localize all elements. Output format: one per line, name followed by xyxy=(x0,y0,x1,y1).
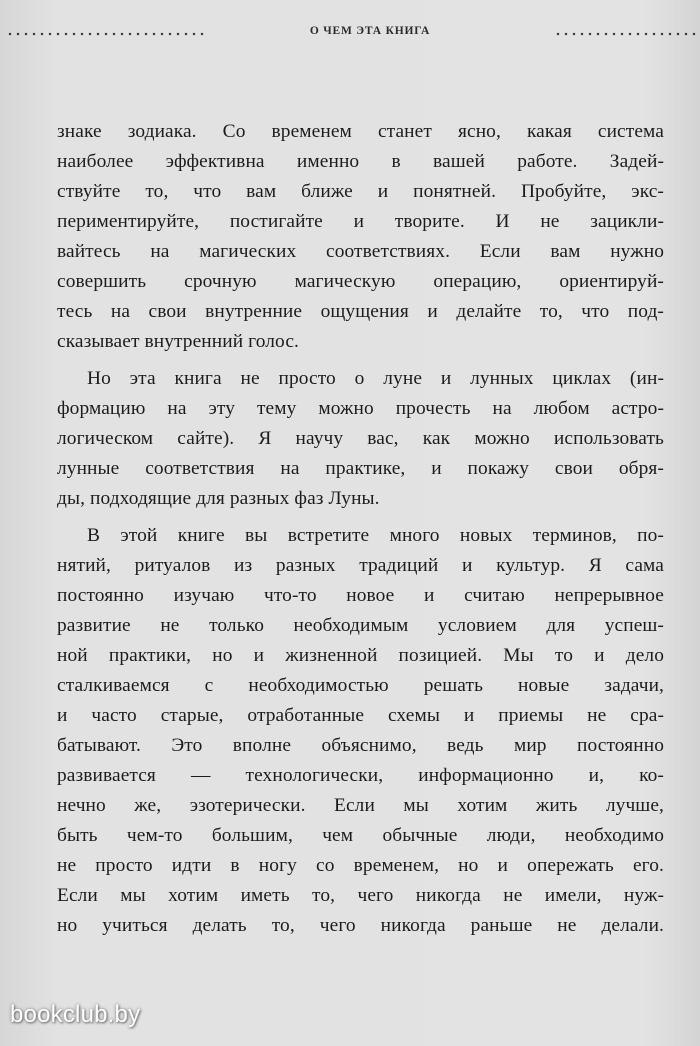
text-line: лунные соответствия на практике, и покажу свои обря- xyxy=(57,458,664,479)
text-line: Но эта книга не просто о луне и лунных циклах (ин- xyxy=(87,368,664,389)
text-line: совершить срочную магическую операцию, ориентируй- xyxy=(57,271,664,292)
watermark: bookclub.by xyxy=(10,1001,141,1028)
text-line: но учиться делать то, чего никогда раньше не делали. xyxy=(57,915,664,936)
text-line: формацию на эту тему можно прочесть на любом астро- xyxy=(57,398,664,419)
running-head: О ЧЕМ ЭТА КНИГА xyxy=(309,25,431,37)
text-line: сказывает внутренний голос. xyxy=(57,331,299,352)
text-line: нечно же, эзотерически. Если мы хотим жить лучше, xyxy=(57,795,664,816)
paragraph-3 xyxy=(57,521,664,941)
text-line: развивается — технологически, информационно и, ко- xyxy=(57,765,664,786)
text-line: развитие не только необходимым условием для успеш- xyxy=(57,615,664,636)
text-line: ной практики, но и жизненной позицией. Мы то и дело xyxy=(57,645,664,666)
text-line: батывают. Это вполне объяснимо, ведь мир постоянно xyxy=(57,735,664,756)
text-line: наиболее эффективна именно в вашей работе. Задей- xyxy=(57,151,664,172)
page-header xyxy=(0,22,700,46)
text-line: вайтесь на магических соответствиях. Если вам нужно xyxy=(57,241,664,262)
text-line: нятий, ритуалов из разных традиций и культур. Я сама xyxy=(57,555,664,576)
text-line: ды, подходящие для разных фаз Луны. xyxy=(57,488,380,509)
text-line: сталкиваемся с необходимостью решать новые задачи, xyxy=(57,675,664,696)
text-line: тесь на свои внутренние ощущения и делайте то, что под- xyxy=(57,301,664,322)
paragraph-1 xyxy=(57,117,664,357)
text-line: ствуйте то, что вам ближе и понятней. Пробуйте, экс- xyxy=(57,181,664,202)
body-text xyxy=(57,117,664,948)
text-line: не просто идти в ногу со временем, но и опережать его. xyxy=(57,855,664,876)
paragraph-2 xyxy=(57,364,664,514)
text-line: Если мы хотим иметь то, чего никогда не имели, нуж- xyxy=(57,885,664,906)
header-dots-right xyxy=(554,32,700,36)
text-line: логическом сайте). Я научу вас, как можно использовать xyxy=(57,428,664,449)
text-line: В этой книге вы встретите много новых терминов, по- xyxy=(87,525,664,546)
text-line: периментируйте, постигайте и творите. И не зацикли- xyxy=(57,211,664,232)
text-line: постоянно изучаю что-то новое и считаю непрерывное xyxy=(57,585,664,606)
header-dots-left xyxy=(6,32,204,36)
text-line: и часто старые, отработанные схемы и приемы не сра- xyxy=(57,705,664,726)
text-line: быть чем-то большим, чем обычные люди, необходимо xyxy=(57,825,664,846)
text-line: знаке зодиака. Со временем станет ясно, какая система xyxy=(57,121,664,142)
